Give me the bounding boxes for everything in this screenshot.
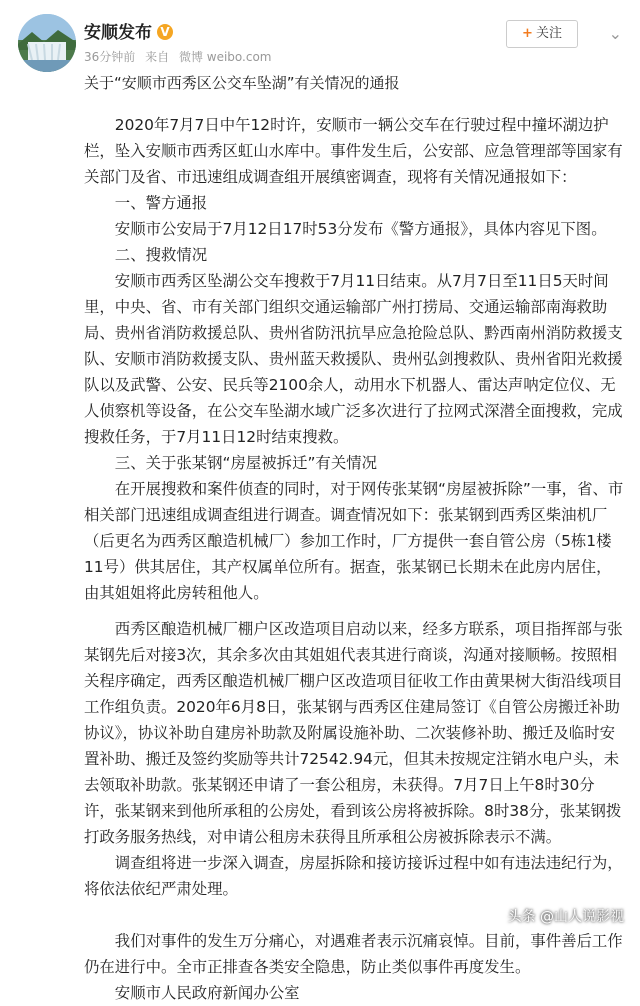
section-heading-housing: 三、关于张某钢“房屋被拆迁”有关情况 — [114, 454, 377, 472]
signature: 安顺市人民政府新闻办公室 — [114, 984, 300, 1002]
paragraph-intro: 2020年7月7日中午12时许，安顺市一辆公交车在行驶过程中撞坏湖边护栏，坠入安顺市西秀区虹山水库中。事件发生后，公安部、应急管理部等国家有关部门及省、市迅速组成调查组开展缜密调查，现将有关情况通报如下： — [84, 116, 623, 186]
post-title: 关于“安顺市西秀区公交车坠湖”有关情况的通报 — [84, 74, 400, 92]
source-prefix: 来自 — [145, 50, 170, 64]
post-body — [84, 112, 624, 1006]
verified-icon: V — [157, 24, 173, 40]
follow-button[interactable]: + 关注 — [506, 20, 578, 48]
watermark: 头条 @山人说影视 — [507, 909, 624, 925]
section-heading-rescue: 二、搜救情况 — [114, 246, 208, 264]
paragraph-investigation: 调查组将进一步深入调查，房屋拆除和接访接诉过程中如有违法违纪行为，将依法依纪严肃处理。 — [84, 854, 623, 898]
post-header — [0, 0, 640, 76]
source-link[interactable]: 微博 weibo.com — [178, 50, 272, 64]
plus-icon: + — [522, 26, 533, 41]
paragraph-housing-2: 西秀区酿造机械厂棚户区改造项目启动以来，经多方联系，项目指挥部与张某钢先后对接3次，其余多次由其姐姐代表其进行商谈，沟通对接顺畅。按照相关程序确定，西秀区酿造机械厂棚户区改造项目征收工作由黄果树大街沿线项目工作组负责。2020年6月8日，张某钢与西秀区住建局签订《自管公房搬迁补助协议》，协议补助自建房补助款及附属设施补助、二次装修补助、搬迁及临时安置补助、搬迁及签约奖励等共计72542.94元，但其未按规定注销水电户头，未去领取补助款。张某钢还申请了一套公租房，未获得。7月7日上午8时30分许，张某钢来到他所承租的公房处，看到该公房将被拆除。8时38分，张某钢拨打政务服务热线，对申请公租房未获得且所承租公房被拆除表示不满。 — [84, 620, 623, 846]
chevron-down-icon[interactable]: ⌄ — [608, 24, 622, 43]
avatar[interactable] — [18, 14, 76, 72]
account-name[interactable]: 安顺发布 V — [84, 18, 173, 43]
paragraph-condolence: 我们对事件的发生万分痛心，对遇难者表示沉痛哀悼。目前，事件善后工作仍在进行中。全市正排查各类安全隐患，防止类似事件再度发生。 — [84, 932, 623, 976]
waterfall-landscape-image — [18, 14, 76, 72]
section-heading-police: 一、警方通报 — [114, 194, 208, 212]
timestamp: 36分钟前 — [84, 50, 136, 64]
post-meta — [84, 48, 278, 65]
paragraph-housing-1: 在开展搜救和案件侦查的同时，对于网传张某钢“房屋被拆除”一事，省、市相关部门迅速组成调查组进行调查。调查情况如下：张某钢到西秀区柴油机厂（后更名为西秀区酿造机械厂）参加工作时，厂方提供一套自管公房（5栋1楼11号）供其居住，其产权属单位所有。据查，张某钢已长期未在此房内居住，由其姐姐将此房转租他人。 — [84, 480, 624, 602]
paragraph-police: 安顺市公安局于7月12日17时53分发布《警方通报》，具体内容见下图。 — [114, 220, 607, 238]
paragraph-rescue: 安顺市西秀区坠湖公交车搜救于7月11日结束。从7月7日至11日5天时间里，中央、省、市有关部门组织交通运输部广州打捞局、交通运输部南海救助局、贵州省消防救援总队、贵州省防汛抗旱应急抢险总队、黔西南州消防救援支队、安顺市消防救援支队、贵州蓝天救援队、贵州弘剑搜救队、贵州省阳光救援队以及武警、公安、民兵等2100余人，动用水下机器人、雷达声呐定位仪、无人侦察机等设备，在公交车坠湖水域广泛多次进行了拉网式深潜全面搜救，完成搜救任务，于7月11日12时结束搜救。 — [84, 272, 623, 446]
